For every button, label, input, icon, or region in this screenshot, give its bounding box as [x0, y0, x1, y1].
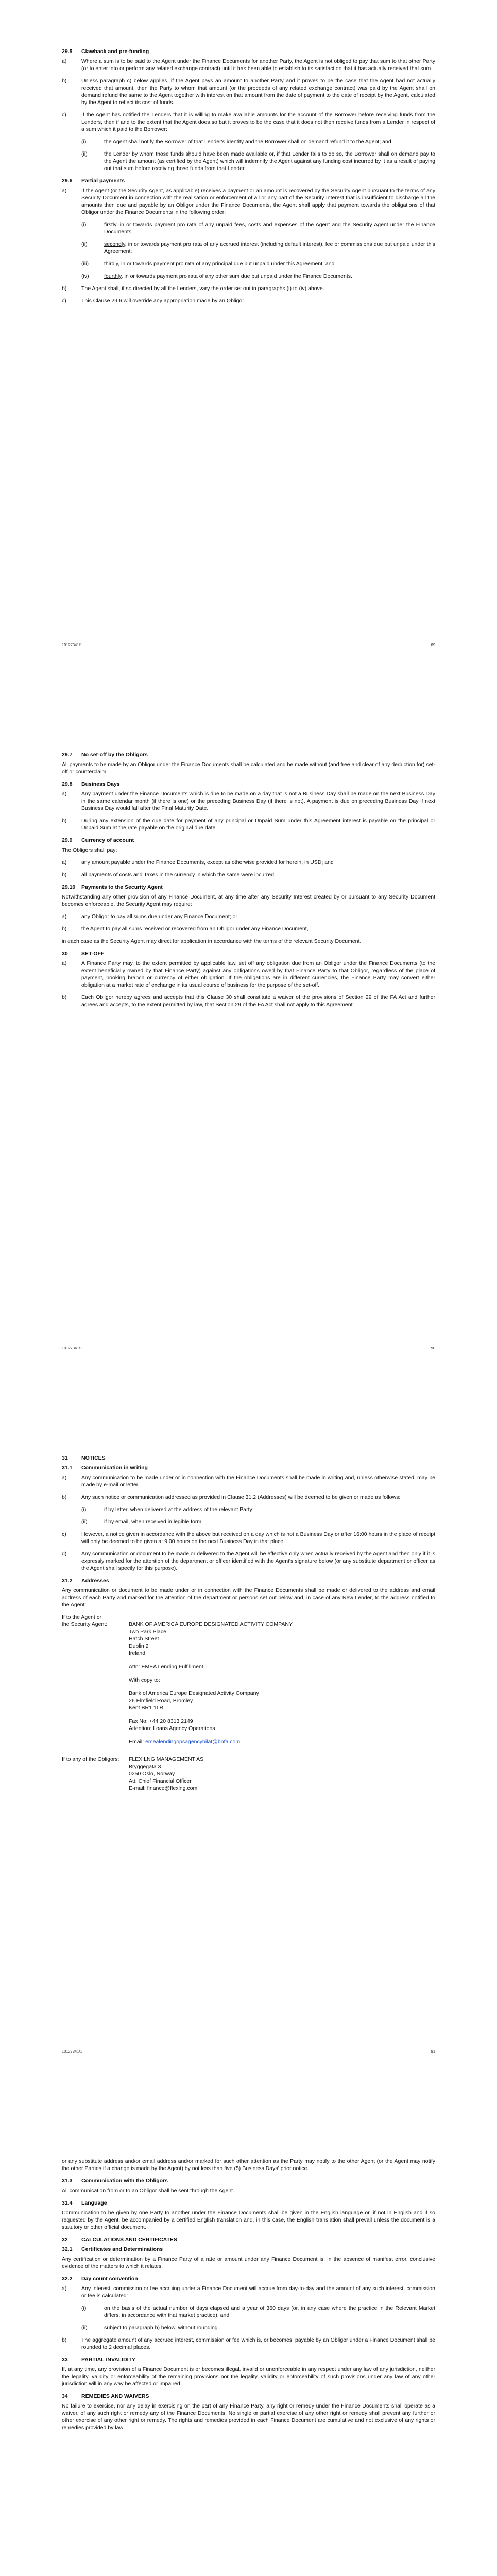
paragraph: Notwithstanding any other provision of any Finance Document, at any time after any Security Interest created by or pursuant to any Security Document becomes enforceable, the Security Agent may require:	[62, 894, 435, 907]
section-heading: 31 NOTICES	[62, 1455, 106, 1461]
paragraph: b) During any extension of the due date for payment of any principal or Unpaid Sum under this Agreement interest is payable on the principal or Unpaid Sum at the rate payable on the original due date.	[62, 818, 435, 831]
agent-address-block: If to the Agent or the Security Agent: BANK OF AMERICA EUROPE DESIGNATED ACTIVITY COMPANY Two Park Place Hatch Street Dublin 2 Ireland Attn: EMEA Lending Fulfillment With copy to: Bank of America Europe Designated Activity Company 26 Elmfield Road, Bromley Kent BR1 1LR Fax No: +44 20 8313 2149 Attention: Loans Agency Operations Email: emealendingopsagencybilat@bofa.com	[62, 1614, 293, 1745]
paragraph: a) any Obligor to pay all sums due under any Finance Document; or	[62, 913, 237, 920]
page-footer: 10127341/1 91	[62, 2048, 435, 2055]
sub-paragraph: (iii) thirdly, in or towards payment pro rata of any principal due but unpaid under this Agreement; and	[81, 261, 335, 267]
paragraph: b) The aggregate amount of any accrued interest, commission or fee which is, or becomes, payable by an Obligor under a Finance Document shall be rounded to 2 decimal places.	[62, 2337, 435, 2350]
paragraph: c) If the Agent has notified the Lenders that it is willing to make available amounts for the account of the Borrower before receiving funds from the Lenders, then if and to the extent that the Agent does so but it proves to be the case that it does not then receive funds from a Lender in respect of a sum which it paid to the Borrower:	[62, 112, 435, 132]
page-footer: 10127341/1 90	[62, 1345, 435, 1352]
page-content	[62, 1454, 435, 1796]
page-90	[0, 703, 497, 1406]
section-heading: 34 REMEDIES AND WAIVERS	[62, 2393, 149, 2399]
page-89	[0, 0, 497, 703]
paragraph: b) Unless paragraph c) below applies, if the Agent pays an amount to another Party and it proves to be the case that the Agent had not actually received that amount, then the Party to whom that amount (or the proceeds of any related exchange contract) was paid by the Agent shall on demand refund the same to the Agent together with interest on that amount from the date of payment to the date of receipt by the Agent, calculated by the Agent to reflect its cost of funds.	[62, 78, 435, 106]
section-heading: 29.5 Clawback and pre-funding	[62, 48, 149, 55]
paragraph: No failure to exercise, nor any delay in exercising on the part of any Finance Party, any right or remedy under the Finance Documents shall operate as a waiver, of any such right or remedy any of the Finance Documents. No single or partial exercise of any other right or remedy shall prevent any further or other exercise of any other right or remedy. The rights and remedies provided in each Finance Document are cumulative and not exclusive of any rights or remedies provided by law.	[62, 2403, 435, 2431]
paragraph: c) However, a notice given in accordance with the above but received on a day which is not a Business Day or after 16:00 hours in the place of receipt will only be deemed to be given at 9:00 hours on the next Business Day in that place.	[62, 1531, 435, 1545]
paragraph: The Obligors shall pay:	[62, 847, 117, 853]
section-heading: 29.10 Payments to the Security Agent	[62, 884, 163, 890]
page-number: 89	[431, 642, 435, 647]
sub-paragraph: (i) if by letter, when delivered at the address of the relevant Party;	[81, 1506, 254, 1513]
sub-paragraph: (iv) fourthly, in or towards payment pro rata of any other sum due but unpaid under the Finance Documents.	[81, 273, 352, 279]
paragraph: Any certification or determination by a Finance Party of a rate or amount under any Finance Document is, in the absence of manifest error, conclusive evidence of the matters to which it relates.	[62, 2256, 435, 2269]
paragraph: a) Where a sum is to be paid to the Agent under the Finance Documents for another Party, the Agent is not obliged to pay that sum to that other Party (or to enter into or perform any related exchange contract) until it has been able to establish to its satisfaction that it has actually received that sum.	[62, 58, 435, 72]
paragraph: If, at any time, any provision of a Finance Document is or becomes illegal, invalid or unenforceable in any respect under any law of any jurisdiction, neither the legality, validity or enforceability of the remaining provisions nor the legality, validity or enforceability of such provisions under any law of any other jurisdiction will in any way be affected or impaired.	[62, 2366, 435, 2387]
page-content	[62, 2158, 435, 2436]
page-content	[62, 48, 435, 310]
paragraph: All payments to be made by an Obligor under the Finance Documents shall be calculated and be made without (and free and clear of any deduction for) set-off or counterclaim.	[62, 761, 435, 775]
paragraph: a) any amount payable under the Finance Documents, except as otherwise provided for herein, in USD; and	[62, 859, 334, 866]
page-number: 90	[431, 1346, 435, 1350]
obligor-address-block: If to any of the Obligors: FLEX LNG MANAGEMENT AS Bryggegata 3 0250 Oslo, Norway Att: Chief Financial Officer E-mail: finance@flexlng.com	[62, 1756, 204, 1791]
paragraph: Communication to be given by one Party to another under the Finance Documents shall be given in the English language or, if not in English and if so requested by the Agent, be accompanied by a certified English translation and, in this case, the English translation shall prevail unless the document is a statutory or other official document.	[62, 2210, 435, 2230]
paragraph: c) This Clause 29.6 will override any appropriation made by an Obligor.	[62, 298, 246, 304]
sub-paragraph: (ii) subject to paragraph b) below, without rounding.	[81, 2325, 219, 2331]
section-heading: 29.6 Partial payments	[62, 178, 125, 184]
section-heading: 31.1 Communication in writing	[62, 1465, 148, 1471]
paragraph: Any communication or document to be made under or in connection with the Finance Documents shall be made or delivered to the address and email address of each Party and marked for the attention of the department or persons set out below and, in case of any New Lender, to the address notified to the Agent:	[62, 1587, 435, 1608]
paragraph: d) Any communication or document to be made or delivered to the Agent will be effective only when actually received by the Agent and then only if it is expressly marked for the attention of the department or officer identified with the Agent's signature below (or any substitute department or officer as the Agent shall specify for this purpose).	[62, 1551, 435, 1571]
paragraph: a) Any communication to be made under or in connection with the Finance Documents shall be made in writing and, unless otherwise stated, may be made by e-mail or letter.	[62, 1475, 435, 1488]
section-heading: 29.7 No set-off by the Obligors	[62, 752, 148, 758]
paragraph: b) Any such notice or communication addressed as provided in Clause 31.2 (Addresses) will be deemed to be given or made as follows:	[62, 1494, 401, 1500]
section-heading: 31.3 Communication with the Obligors	[62, 2178, 168, 2184]
paragraph: a) A Finance Party may, to the extent permitted by applicable law, set off any obligation due from an Obligor under the Finance Documents (to the extent beneficially owned by that Finance Party) against any obligations owed by that Finance Party to that Obligor, regardless of the place of payment, booking branch or currency of either obligation. If the obligations are in different currencies, the Finance Party may convert either obligation at a market rate of exchange in its usual course of business for the purpose of the set-off.	[62, 960, 435, 988]
page-92	[0, 2110, 497, 2576]
paragraph: All communication from or to an Obligor shall be sent through the Agent.	[62, 2188, 235, 2194]
page-content	[62, 751, 435, 1013]
paragraph: b) Each Obligor hereby agrees and accepts that this Clause 30 shall constitute a waiver of the provisions of Section 29 of the FA Act and further agrees and accepts, to the extent permitted by law, that Section 29 of the FA Act shall not apply to this Agreement.	[62, 994, 435, 1008]
paragraph: a) Any payment under the Finance Documents which is due to be made on a day that is not a Business Day shall be made on the next Business Day in the same calendar month (if there is one) or the preceding Business Day (if there is not). A payment is due on preceding Business Day if next Business Day would fall after the Final Maturity Date.	[62, 791, 435, 811]
section-heading: 32.2 Day count convention	[62, 2276, 138, 2282]
paragraph: a) If the Agent (or the Security Agent, as applicable) receives a payment or an amount is recovered by the Security Agent pursuant to the terms of any Security Document in connection with the realisation or enforcement of all or any part of the Security Interest that is insufficient to discharge all the amounts then due and payable by an Obligor under the Finance Documents, the Agent shall apply that payment towards the obligations of that Obligor under the Finance Documents in the following order:	[62, 188, 435, 215]
section-heading: 31.4 Language	[62, 2200, 107, 2206]
paragraph: b) all payments of costs and Taxes in the currency in which the same were incurred.	[62, 872, 276, 878]
agent-email-link[interactable]: emealendingopsagencybilat@bofa.com	[145, 1739, 241, 1745]
paragraph: in each case as the Security Agent may direct for application in accordance with the terms of the relevant Security Document.	[62, 938, 362, 944]
section-heading: 31.2 Addresses	[62, 1578, 109, 1584]
sub-paragraph: (i) firstly, in or towards payment pro rata of any unpaid fees, costs and expenses of the Agent and the Security Agent under the Finance Documents;	[81, 222, 435, 235]
section-heading: 33 PARTIAL INVALIDITY	[62, 2357, 135, 2363]
sub-paragraph: (ii) the Lender by whom those funds should have been made available or, if that Lender fails to do so, the Borrower shall on demand pay to the Agent the amount (as certified by the Agent) which will indemnify the Agent against any funding cost incurred by it as a result of paying out that sum before receiving those funds from that Lender.	[81, 151, 435, 172]
sub-paragraph: (i) on the basis of the actual number of days elapsed and a year of 360 days (or, in any case where the practice in the Relevant Market differs, in accordance with that market practice); and	[81, 2305, 435, 2318]
sub-paragraph: (ii) if by email, when received in legible form.	[81, 1519, 203, 1525]
section-heading: 29.8 Business Days	[62, 781, 120, 787]
paragraph: b) The Agent shall, if so directed by all the Lenders, vary the order set out in paragraphs (i) to (iv) above.	[62, 285, 324, 292]
paragraph: or any substitute address and/or email address and/or marked for such other attention as the Party may notify to the other Agent (or the Agent may notify the other Parties if a change is made by the Agent) by not less than five (5) Business Days' prior notice.	[62, 2158, 435, 2172]
section-heading: 32 CALCULATIONS AND CERTIFICATES	[62, 2236, 177, 2243]
page-number: 91	[431, 2049, 435, 2054]
section-heading: 29.9 Currency of account	[62, 837, 134, 843]
sub-paragraph: (ii) secondly, in or towards payment pro rata of any accrued interest (including default interest), fee or commissions due but unpaid under this Agreement;	[81, 241, 435, 255]
section-heading: 30 SET-OFF	[62, 951, 105, 957]
page-91	[0, 1406, 497, 2110]
paragraph: b) the Agent to pay all sums received or recovered from an Obligor under any Finance Document,	[62, 926, 309, 932]
sub-paragraph: (i) the Agent shall notify the Borrower of that Lender's identity and the Borrower shall on demand refund it to the Agent; and	[81, 139, 391, 145]
page-footer: 10127341/1 89	[62, 641, 435, 649]
section-heading: 32.1 Certificates and Determinations	[62, 2246, 163, 2252]
paragraph: a) Any interest, commission or fee accruing under a Finance Document will accrue from day-to-day and the amount of any such interest, commission or fee is calculated:	[62, 2285, 435, 2299]
